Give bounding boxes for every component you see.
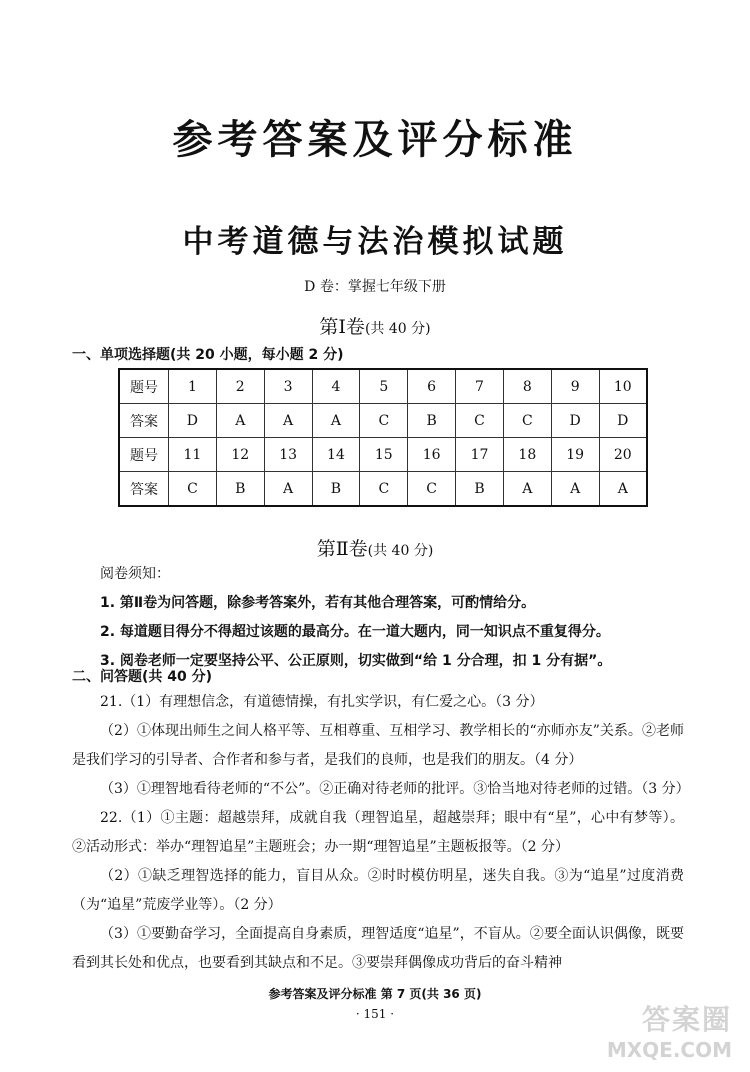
answer-paragraph: 22.（1）①主题：超越崇拜，成就自我（理智追星，超越崇拜；眼中有“星”，心中有梦等）。②活动形式：举办“理智追星”主题班会；办一期“理智追星”主题板报等。（2 分）	[72, 810, 684, 855]
page-number: · 151 ·	[355, 1007, 395, 1021]
answer-paragraph: （2）①缺乏理智选择的能力，盲目从众。②时时模仿明星，迷失自我。③为“追星”过度消费（为“追星”荒废学业等）。（2 分）	[72, 868, 684, 913]
table-cell: B	[312, 472, 360, 507]
table-cell: A	[312, 404, 360, 438]
table-cell: 9	[551, 369, 599, 404]
table-cell: B	[408, 404, 456, 438]
part1-title: 第Ⅰ卷	[319, 316, 365, 338]
table-cell: 15	[360, 438, 408, 472]
table-row	[119, 369, 647, 404]
table-cell: 19	[551, 438, 599, 472]
part2-heading	[0, 534, 750, 561]
table-cell: A	[264, 472, 312, 507]
part2-title: 第Ⅱ卷	[316, 538, 368, 560]
answer-body	[72, 688, 690, 978]
table-cell: C	[503, 404, 551, 438]
row-label: 答案	[119, 472, 169, 507]
table-cell: B	[456, 472, 504, 507]
exam-subtitle: 中考道德与法治模拟试题	[182, 224, 568, 260]
table-cell: 18	[503, 438, 551, 472]
answer-paragraph: （3）①理智地看待老师的“不公”。②正确对待老师的批评。③恰当地对待老师的过错。（3 分）	[100, 781, 690, 797]
table-cell: A	[551, 472, 599, 507]
table-cell: 14	[312, 438, 360, 472]
table-cell: 8	[503, 369, 551, 404]
table-cell: 7	[456, 369, 504, 404]
notes-title: 阅卷须知：	[100, 566, 170, 582]
table-cell: 5	[360, 369, 408, 404]
table-cell: 3	[264, 369, 312, 404]
row-label: 题号	[119, 369, 169, 404]
table-cell: D	[169, 404, 217, 438]
table-cell: 20	[599, 438, 647, 472]
page-footer: 参考答案及评分标准 第 7 页(共 36 页)	[268, 987, 482, 1001]
answer-paragraph: （2）①体现出师生之间人格平等、互相尊重、互相学习、教学相长的“亦师亦友”关系。②老师是我们学习的引导者、合作者和参与者，是我们的良师，也是我们的朋友。（4 分）	[72, 723, 684, 768]
table-cell: D	[551, 404, 599, 438]
table-cell: D	[599, 404, 647, 438]
part2-score: (共 40 分)	[367, 543, 434, 559]
answer-table	[118, 368, 648, 507]
watermark-url: MXQE.COM	[606, 1038, 732, 1062]
table-cell: A	[264, 404, 312, 438]
table-cell: 11	[169, 438, 217, 472]
table-cell: 4	[312, 369, 360, 404]
table-cell: 17	[456, 438, 504, 472]
row-label: 题号	[119, 438, 169, 472]
answer-paragraph: （3）①要勤奋学习，全面提高自身素质，理智适度“追星”，不盲从。②要全面认识偶像，既要看到其长处和优点，也要看到其缺点和不足。③要崇拜偶像成功背后的奋斗精神	[72, 926, 684, 971]
table-row	[119, 438, 647, 472]
row-label: 答案	[119, 404, 169, 438]
part1-score: (共 40 分)	[364, 321, 431, 337]
table-cell: A	[599, 472, 647, 507]
table-cell: A	[503, 472, 551, 507]
answer-paragraph: 21.（1）有理想信念，有道德情操，有扎实学识，有仁爱之心。（3 分）	[100, 694, 544, 710]
page-title: 参考答案及评分标准	[172, 117, 578, 163]
table-cell: C	[456, 404, 504, 438]
watermark-text: 答案圈	[641, 1003, 732, 1036]
note-item: 1. 第Ⅱ卷为问答题，除参考答案外，若有其他合理答案，可酌情给分。	[100, 595, 536, 611]
table-cell: 1	[169, 369, 217, 404]
table-cell: 12	[216, 438, 264, 472]
table-row	[119, 404, 647, 438]
table-cell: C	[360, 472, 408, 507]
table-cell: 16	[408, 438, 456, 472]
table-cell: 6	[408, 369, 456, 404]
table-cell: 13	[264, 438, 312, 472]
table-cell: A	[216, 404, 264, 438]
table-cell: B	[216, 472, 264, 507]
table-cell: C	[360, 404, 408, 438]
table-row	[119, 472, 647, 507]
part1-heading	[0, 312, 750, 339]
table-cell: C	[408, 472, 456, 507]
volume-label: D 卷：掌握七年级下册	[304, 279, 446, 295]
section1-heading: 一、单项选择题(共 20 小题，每小题 2 分)	[72, 347, 344, 363]
table-cell: 10	[599, 369, 647, 404]
table-cell: C	[169, 472, 217, 507]
note-item: 2. 每道题目得分不得超过该题的最高分。在一道大题内，同一知识点不重复得分。	[100, 624, 610, 640]
watermark-logo	[592, 998, 732, 1060]
grading-notes	[72, 560, 684, 676]
table-cell: 2	[216, 369, 264, 404]
note-item: 3. 阅卷老师一定要坚持公平、公正原则，切实做到“给 1 分合理，扣 1 分有据”。	[100, 653, 612, 669]
section2-heading: 二、问答题(共 40 分)	[72, 669, 213, 685]
